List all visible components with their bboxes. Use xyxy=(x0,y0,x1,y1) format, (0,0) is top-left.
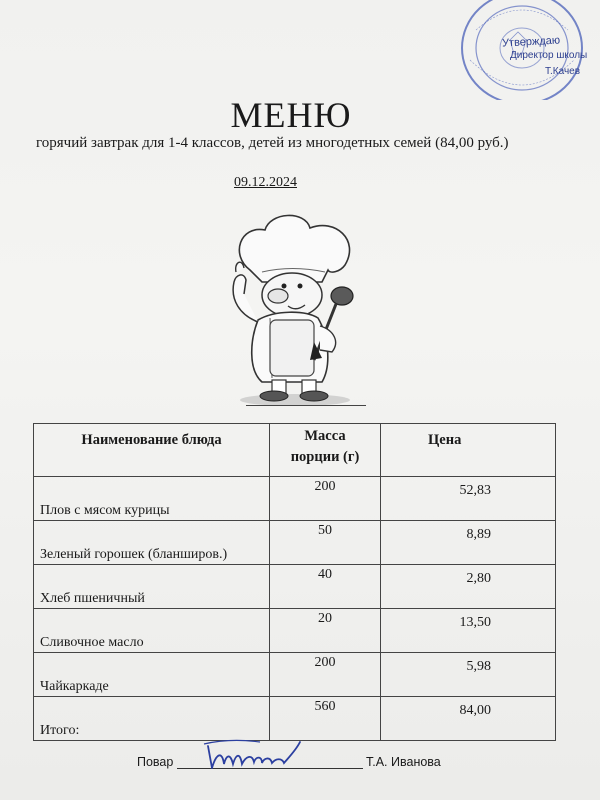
dish-mass: 20 xyxy=(270,609,381,653)
header-mass-line2: порции (г) xyxy=(290,449,360,465)
menu-subtitle: горячий завтрак для 1-4 классов, детей из многодетных семей (84,00 руб.) xyxy=(36,135,509,151)
cook-signature xyxy=(200,736,310,776)
header-mass-line1: Масса xyxy=(304,428,346,444)
dish-price: 52,83 xyxy=(381,477,556,521)
chef-illustration xyxy=(210,210,370,410)
dish-mass: 560 xyxy=(270,697,381,741)
cook-label: Повар xyxy=(137,755,174,769)
dish-name: Сливочное масло xyxy=(34,609,270,653)
table-row xyxy=(34,565,556,609)
header-name: Наименование блюда xyxy=(34,424,270,477)
dish-price: 2,80 xyxy=(381,565,556,609)
dish-mass: 40 xyxy=(270,565,381,609)
table-header-row xyxy=(34,424,556,477)
menu-table xyxy=(33,423,556,741)
table-row xyxy=(34,521,556,565)
dish-price: 84,00 xyxy=(381,697,556,741)
header-price xyxy=(381,424,556,477)
header-price-label: Цена xyxy=(428,432,462,448)
menu-title: МЕНЮ xyxy=(230,95,352,135)
header-mass xyxy=(270,424,381,477)
stamp-director-text: Директор школы xyxy=(510,50,588,61)
dish-name: Итого: xyxy=(34,697,270,741)
dish-name: Чайкаркаде xyxy=(34,653,270,697)
stamp-name-text: Т.Качев xyxy=(545,66,581,77)
stamp-approved-text: Утверждаю xyxy=(501,34,561,50)
dish-mass: 200 xyxy=(270,477,381,521)
dish-name: Зеленый горошек (бланширов.) xyxy=(34,521,270,565)
table-row xyxy=(34,697,556,741)
chef-divider xyxy=(246,405,366,406)
table-row xyxy=(34,609,556,653)
dish-price: 8,89 xyxy=(381,521,556,565)
dish-name: Хлеб пшеничный xyxy=(34,565,270,609)
cook-name: Т.А. Иванова xyxy=(366,755,441,769)
dish-name: Плов с мясом курицы xyxy=(34,477,270,521)
table-row xyxy=(34,477,556,521)
table-row xyxy=(34,653,556,697)
menu-date: 09.12.2024 xyxy=(234,175,297,190)
dish-mass: 200 xyxy=(270,653,381,697)
dish-price: 13,50 xyxy=(381,609,556,653)
dish-price: 5,98 xyxy=(381,653,556,697)
dish-mass: 50 xyxy=(270,521,381,565)
